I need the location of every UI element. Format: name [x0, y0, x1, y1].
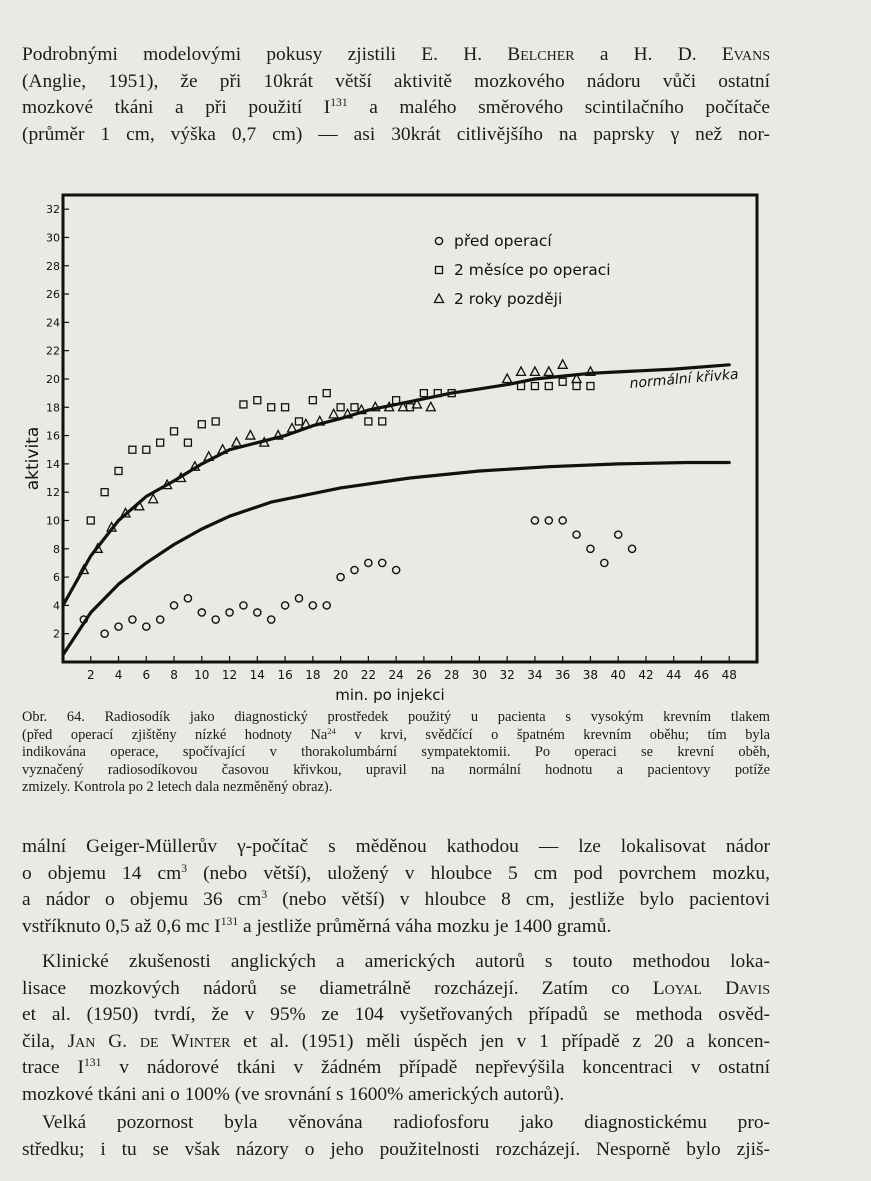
y-tick-label: 10	[46, 514, 60, 528]
x-tick-label: 12	[221, 668, 238, 682]
x-tick-label: 10	[194, 668, 210, 682]
x-tick-label: 48	[721, 668, 737, 682]
caption-line: Obr. 64. Radiosodík jako diagnostický prostředek použitý u pacienta s vysokým krevním tlakem	[22, 709, 770, 725]
data-point-square	[282, 404, 289, 411]
legend-marker-square	[436, 267, 443, 274]
text-line: lisace mozkových nádorů se diametrálně rozcházejí. Zatím co Loyal Davis	[22, 977, 770, 999]
caption-line: vyznačený radiosodíkovou časovou křivkou, upravil na normální hodnotu a pacientovy potíže	[22, 761, 770, 778]
data-point-square	[129, 446, 136, 453]
x-tick-label: 40	[610, 668, 626, 682]
text-line: (průměr 1 cm, výška 0,7 cm) — asi 30krát citlivějšího na paprsky γ než nor-	[22, 123, 770, 145]
text-line: mozkové tkáni a při použití $I^{131}$ a malého směrového scintilačního počítače	[22, 96, 770, 119]
y-tick-label: 24	[46, 316, 60, 330]
x-tick-label: 32	[499, 668, 515, 682]
data-point-square	[351, 404, 358, 411]
caption-line: (před operací zjištěny nízké hodnoty Na$^{24}$ v krvi, svědčící o špatném krevním oběhu; tím byla	[22, 725, 770, 743]
data-point-square	[531, 383, 538, 390]
paragraph-radiophosphorus	[22, 1110, 770, 1163]
text-line: čila, Jan G. de Winter et al. (1951) měli úspěch jen v 1 případě z 20 a koncen-	[22, 1030, 770, 1052]
author-loyal-davis: Loyal Davis	[652, 977, 770, 999]
text-line: (Anglie, 1951), že při 10krát větší aktivitě mozkového nádoru vůči ostatní	[22, 70, 770, 92]
data-point-square	[365, 418, 372, 425]
text-line: o objemu 14 $cm^3$ (nebo větší), uložený v hloubce 5 cm pod povrchem mozku,	[22, 861, 770, 884]
curve-annotation: normální křivka	[628, 366, 740, 392]
y-tick-label: 18	[46, 401, 60, 415]
data-point-circle	[601, 559, 608, 566]
data-point-circle	[559, 517, 566, 524]
paragraph-intro	[22, 42, 770, 148]
data-point-triangle	[426, 402, 435, 411]
paragraph-geiger	[22, 834, 770, 940]
data-point-square	[157, 439, 164, 446]
data-point-square	[545, 383, 552, 390]
y-tick-label: 8	[53, 542, 60, 556]
y-tick-label: 28	[46, 259, 60, 273]
data-point-circle	[615, 531, 622, 538]
data-point-circle	[587, 545, 594, 552]
y-tick-label: 6	[53, 571, 60, 585]
data-point-square	[309, 397, 316, 404]
text-line: Klinické zkušenosti anglických a amerických autorů s touto methodou loka-	[42, 951, 770, 972]
data-point-circle	[628, 545, 635, 552]
data-point-triangle	[246, 431, 255, 440]
data-point-square	[587, 383, 594, 390]
legend-marker-circle	[435, 237, 442, 244]
x-tick-label: 14	[249, 668, 265, 682]
data-point-circle	[212, 616, 219, 623]
data-point-circle	[545, 517, 552, 524]
data-point-square	[240, 401, 247, 408]
figure-caption	[22, 709, 770, 797]
plot-area	[23, 195, 757, 704]
data-point-circle	[309, 602, 316, 609]
data-point-square	[198, 421, 205, 428]
data-point-square	[573, 383, 580, 390]
data-point-circle	[337, 573, 344, 580]
data-point-square	[268, 404, 275, 411]
author-belcher: Belcher	[507, 44, 575, 65]
data-point-square	[143, 446, 150, 453]
x-tick-label: 44	[666, 668, 682, 682]
y-tick-label: 26	[46, 288, 60, 302]
x-tick-label: 30	[471, 668, 488, 682]
data-point-triangle	[544, 367, 553, 376]
data-point-square	[115, 467, 122, 474]
data-point-circle	[254, 609, 261, 616]
data-point-square	[101, 489, 108, 496]
data-point-triangle	[517, 367, 526, 376]
data-point-square	[87, 517, 94, 524]
data-point-circle	[379, 559, 386, 566]
data-point-circle	[323, 602, 330, 609]
data-point-circle	[170, 602, 177, 609]
caption-line: zmizely. Kontrola po 2 letech dala nezměněný obraz).	[22, 779, 333, 796]
figure-64-chart	[0, 160, 871, 720]
data-point-square	[379, 418, 386, 425]
x-tick-label: 8	[170, 668, 178, 682]
data-point-circle	[295, 595, 302, 602]
normal-curve-line	[63, 463, 729, 655]
data-point-square	[337, 404, 344, 411]
x-tick-label: 6	[142, 668, 151, 682]
data-point-circle	[268, 616, 275, 623]
x-tick-label: 16	[277, 668, 293, 682]
data-point-circle	[393, 566, 400, 573]
data-point-triangle	[558, 360, 567, 369]
data-point-circle	[365, 559, 372, 566]
post-operation-curve-line	[63, 365, 729, 606]
data-point-square	[295, 418, 302, 425]
text-line: trace $I^{131}$ v nádorové tkáni v žádném případě nepřevýšila koncentraci v ostatní	[22, 1056, 770, 1079]
data-point-circle	[157, 616, 164, 623]
data-point-square	[559, 378, 566, 385]
text-line: a nádor o objemu 36 $cm^3$ (nebo větší) v hloubce 8 cm, jestliže bylo pacientovi	[22, 888, 770, 911]
data-point-square	[254, 397, 261, 404]
text-line: mální Geiger-Müllerův γ-počítač s měděnou kathodou — lze lokalisovat nádor	[22, 836, 770, 857]
x-tick-label: 28	[443, 668, 460, 682]
data-point-circle	[198, 609, 205, 616]
data-point-square	[171, 428, 178, 435]
data-point-circle	[226, 609, 233, 616]
legend-label: před operací	[454, 232, 552, 250]
y-tick-label: 4	[53, 599, 60, 613]
y-tick-label: 16	[46, 429, 60, 443]
data-point-triangle	[232, 438, 241, 447]
text-line: Velká pozornost byla věnována radiofosforu jako diagnostickému pro-	[42, 1112, 770, 1133]
data-point-circle	[240, 602, 247, 609]
caption-line: indikována operace, spočívající v thorakolumbární sympatektomii. Po operaci se krevní oběh,	[22, 744, 770, 761]
data-point-circle	[101, 630, 108, 637]
x-tick-label: 22	[360, 668, 377, 682]
y-tick-label: 32	[46, 203, 60, 217]
legend-label: 2 roky později	[454, 290, 563, 308]
x-tick-label: 46	[693, 668, 710, 682]
data-point-circle	[143, 623, 150, 630]
data-point-square	[323, 390, 330, 397]
author-de-winter: Jan G. de Winter	[67, 1030, 231, 1052]
x-tick-label: 36	[555, 668, 571, 682]
data-point-triangle	[503, 374, 512, 383]
legend-marker-triangle	[435, 294, 444, 303]
text-line: Podrobnými modelovými pokusy zjistili E. H. Belcher a H. D. Evans	[22, 44, 770, 65]
data-point-triangle	[530, 367, 539, 376]
data-point-square	[420, 390, 427, 397]
x-tick-label: 42	[638, 668, 654, 682]
x-tick-label: 24	[388, 668, 404, 682]
data-point-circle	[184, 595, 191, 602]
y-tick-label: 2	[53, 627, 60, 641]
data-point-circle	[281, 602, 288, 609]
x-tick-label: 38	[582, 668, 599, 682]
data-point-circle	[129, 616, 136, 623]
data-point-circle	[573, 531, 580, 538]
x-tick-label: 20	[332, 668, 349, 682]
data-point-circle	[351, 566, 358, 573]
y-tick-label: 30	[46, 231, 60, 245]
y-tick-label: 12	[46, 486, 60, 500]
legend-label: 2 měsíce po operaci	[454, 261, 611, 279]
paragraph-clinical	[22, 949, 770, 1109]
y-tick-label: 20	[46, 372, 60, 386]
y-tick-label: 14	[46, 457, 60, 471]
y-axis-label: aktivita	[23, 426, 43, 491]
x-tick-label: 34	[527, 668, 543, 682]
data-point-circle	[115, 623, 122, 630]
text-line: vstříknuto 0,5 až 0,6 mc $I^{131}$ a jestliže průměrná váha mozku je 1400 gramů.	[22, 914, 612, 937]
data-point-square	[212, 418, 219, 425]
author-evans: Evans	[721, 44, 770, 65]
data-point-circle	[531, 517, 538, 524]
x-tick-label: 18	[305, 668, 321, 682]
text-line: et al. (1950) tvrdí, že v 95% ze 104 vyšetřovaných případů se methoda osvěd-	[22, 1004, 770, 1026]
data-point-square	[184, 439, 191, 446]
text-line: mozkové tkáni ani o 100% (ve srovnání s 1600% amerických autorů).	[22, 1083, 565, 1105]
y-tick-label: 22	[46, 344, 60, 358]
x-tick-label: 2	[86, 668, 95, 682]
x-axis-label: min. po injekci	[335, 686, 445, 704]
x-tick-label: 26	[416, 668, 432, 682]
x-tick-label: 4	[114, 668, 123, 682]
plot-frame	[63, 195, 757, 662]
text-line: středku; i tu se však názory o jeho použitelnosti rozcházejí. Nesporně bylo zjiš-	[22, 1138, 770, 1160]
